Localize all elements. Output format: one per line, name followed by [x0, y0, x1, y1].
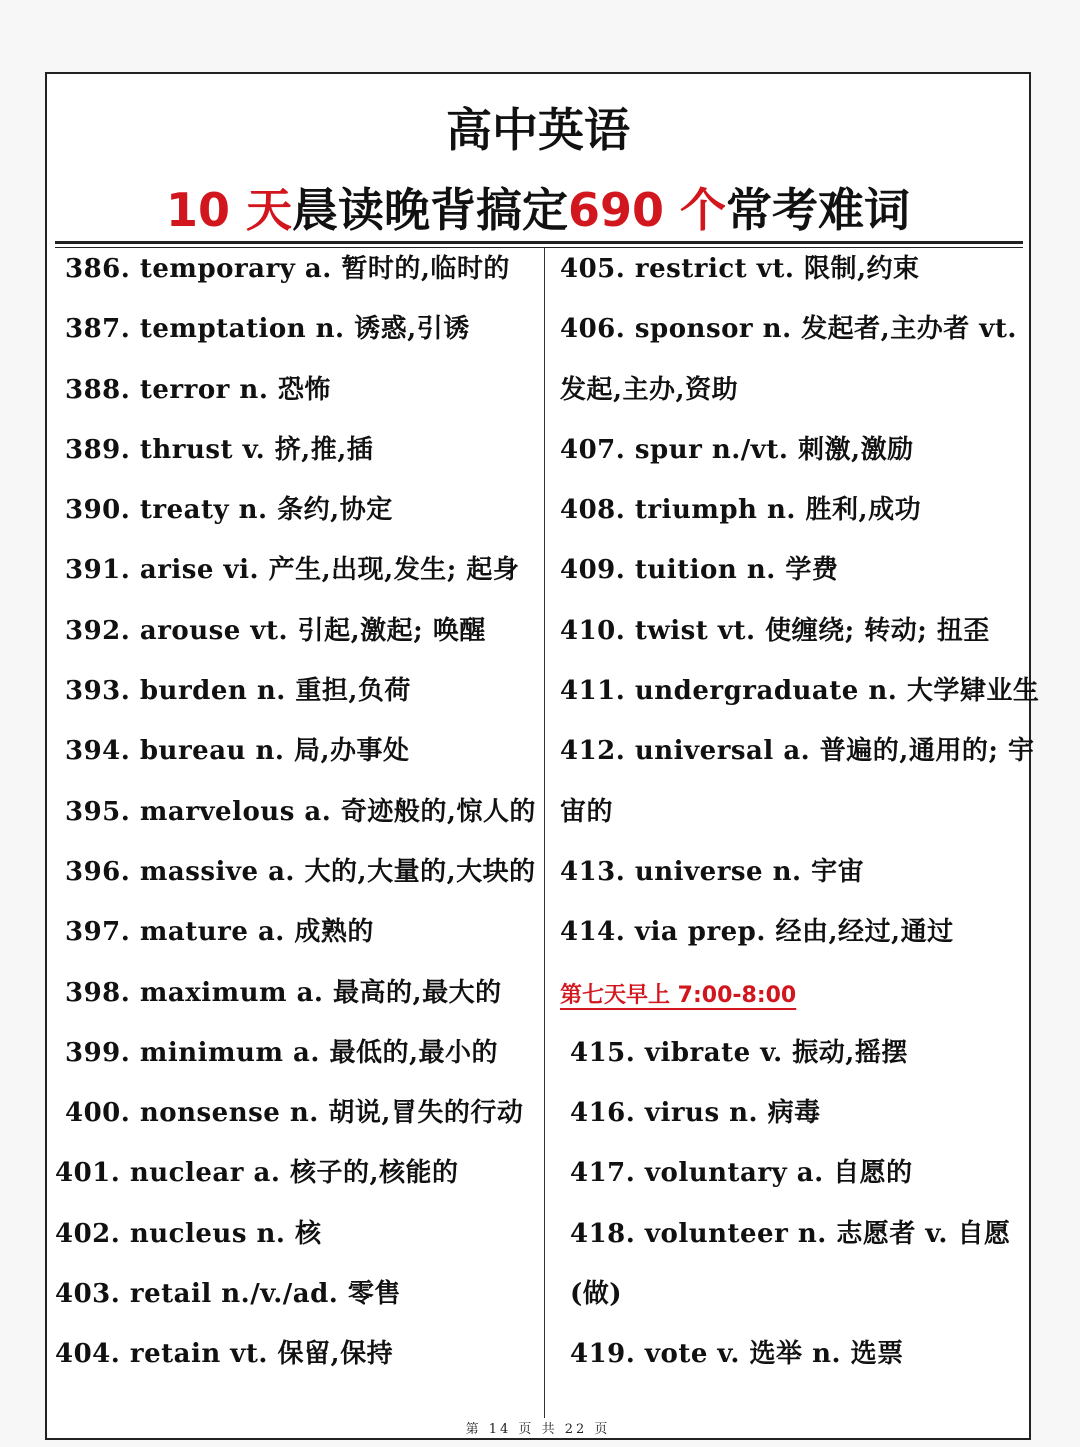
vocab-entry: 390. treaty n. 条约,协定 [65, 495, 393, 526]
subtitle-days: 10 天 [165, 183, 292, 237]
vocab-entry: 415. vibrate v. 振动,摇摆 [570, 1037, 908, 1068]
vocab-entry: 404. retain vt. 保留,保持 [55, 1339, 394, 1370]
vocab-entry: 408. triumph n. 胜利,成功 [560, 495, 922, 526]
vocab-entry: 386. temporary a. 暂时的,临时的 [65, 254, 510, 284]
vocab-entry-continuation: (做) [570, 1279, 623, 1310]
right-column [560, 252, 1040, 1398]
document-page [45, 72, 1040, 1440]
title-rule-thick [55, 241, 1023, 244]
vocab-entry: 401. nuclear a. 核子的,核能的 [55, 1158, 459, 1189]
vocab-entry: 396. massive a. 大的,大量的,大块的 [65, 856, 536, 887]
vocab-entry-continuation: 宙的 [560, 796, 614, 827]
page-subtitle [47, 174, 1029, 240]
vocab-entry: 418. volunteer n. 志愿者 v. 自愿 [570, 1218, 1011, 1249]
vocab-entry: 399. minimum a. 最低的,最小的 [65, 1037, 499, 1068]
vocab-entry: 417. voluntary a. 自愿的 [570, 1158, 913, 1189]
vocab-entry: 405. restrict vt. 限制,约束 [560, 254, 920, 284]
title-rule-thin [55, 247, 1023, 248]
vocab-entry: 398. maximum a. 最高的,最大的 [65, 977, 502, 1008]
vocab-entry: 409. tuition n. 学费 [560, 555, 839, 586]
vocab-entry: 414. via prep. 经由,经过,通过 [560, 917, 954, 948]
vocab-entry: 388. terror n. 恐怖 [65, 374, 331, 405]
vocab-entry: 419. vote v. 选举 n. 选票 [570, 1339, 904, 1370]
page-number-footer: 第 14 页 共 22 页 [465, 1422, 611, 1437]
section-heading [560, 976, 1025, 1036]
vocab-entry: 395. marvelous a. 奇迹般的,惊人的 [65, 796, 536, 827]
vocab-entry: 410. twist vt. 使缠绕; 转动; 扭歪 [560, 615, 990, 646]
column-divider [544, 248, 545, 1418]
page-title: 高中英语 [446, 103, 630, 157]
vocab-entry: 400. nonsense n. 胡说,冒失的行动 [65, 1098, 524, 1129]
vocab-entry-continuation: 发起,主办,资助 [560, 374, 739, 405]
vocab-entry: 393. burden n. 重担,负荷 [65, 676, 411, 707]
vocab-entry: 411. undergraduate n. 大学肄业生 [560, 676, 1040, 707]
vocab-entry: 403. retail n./v./ad. 零售 [55, 1279, 401, 1310]
vocab-entry: 391. arise vi. 产生,出现,发生; 起身 [65, 555, 520, 586]
subtitle-count: 690 个 [567, 183, 727, 237]
vocab-entry: 389. thrust v. 挤,推,插 [65, 434, 374, 465]
vocab-entry: 407. spur n./vt. 刺激,激励 [560, 434, 914, 465]
vocab-entry: 392. arouse vt. 引起,激起; 唤醒 [65, 615, 486, 646]
vocab-entry: 413. universe n. 宇宙 [560, 856, 865, 887]
subtitle-end: 常考难词 [726, 183, 911, 237]
vocab-entry: 394. bureau n. 局,办事处 [65, 736, 410, 767]
left-column [55, 252, 535, 1398]
subtitle-mid: 晨读晚背搞定 [291, 183, 568, 237]
vocab-entry: 387. temptation n. 诱惑,引诱 [65, 314, 470, 345]
vocab-entry: 412. universal a. 普遍的,通用的; 宇 [560, 736, 1035, 767]
vocab-entry: 406. sponsor n. 发起者,主办者 vt. [560, 314, 1017, 345]
vocab-entry: 402. nucleus n. 核 [55, 1218, 322, 1249]
day-seven-heading: 第七天早上 7:00-8:00 [560, 982, 797, 1008]
vocab-entry: 416. virus n. 病毒 [570, 1098, 821, 1129]
vocab-entry: 397. mature a. 成熟的 [65, 917, 374, 948]
